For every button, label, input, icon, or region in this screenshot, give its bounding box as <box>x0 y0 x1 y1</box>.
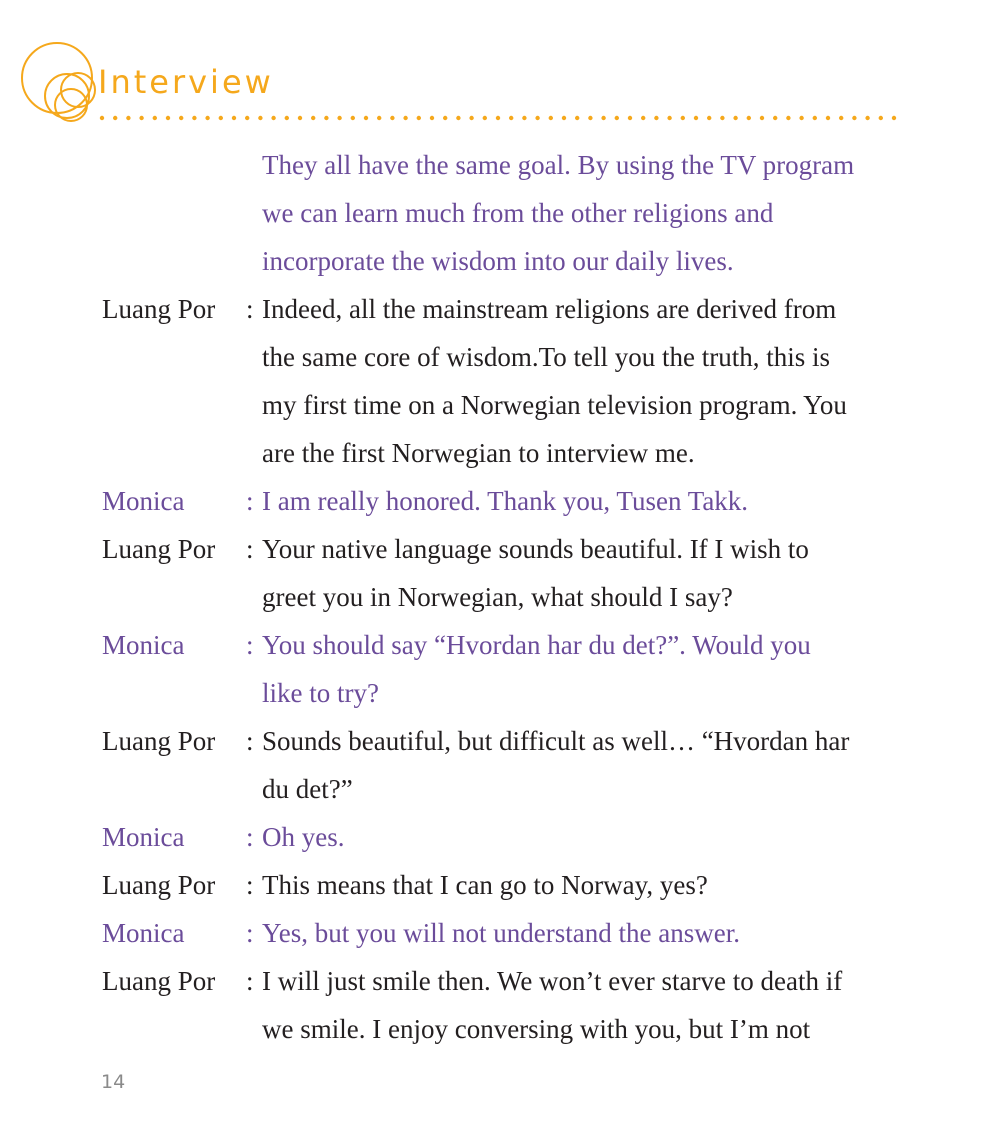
dialogue-text: Sounds beautiful, but difficult as well… “Hvordan har <box>262 726 850 756</box>
dialogue-text: Oh yes. <box>262 822 345 852</box>
dialogue-line <box>0 285 1000 333</box>
speaker-name: Monica <box>102 918 185 948</box>
speaker-name: Monica <box>102 486 185 516</box>
speaker-colon: : <box>246 534 254 564</box>
section-header <box>0 0 1000 140</box>
dialogue-text: are the first Norwegian to interview me. <box>262 438 695 468</box>
dialogue-line <box>0 765 1000 813</box>
dialogue-text: They all have the same goal. By using the TV program <box>262 150 855 180</box>
speaker-colon: : <box>246 918 254 948</box>
speaker-colon: : <box>246 822 254 852</box>
dialogue-line <box>0 381 1000 429</box>
dialogue-text: This means that I can go to Norway, yes? <box>262 870 708 900</box>
dialogue-line <box>0 861 1000 909</box>
speaker-colon: : <box>246 486 254 516</box>
speaker-name: Luang Por <box>102 534 216 564</box>
page-number: 14 <box>101 1071 126 1093</box>
dialogue-text: the same core of wisdom.To tell you the truth, this is <box>262 342 831 372</box>
speaker-name: Luang Por <box>102 726 216 756</box>
dialogue-text: du det?” <box>262 774 353 804</box>
dialogue-text: my first time on a Norwegian television program. You <box>262 390 847 420</box>
dialogue-line <box>0 621 1000 669</box>
speaker-colon: : <box>246 870 254 900</box>
speaker-name: Monica <box>102 822 185 852</box>
dialogue-line <box>0 141 1000 189</box>
dialogue-text: Yes, but you will not understand the answer. <box>262 918 740 948</box>
speaker-name: Monica <box>102 630 185 660</box>
speaker-name: Luang Por <box>102 966 216 996</box>
dialogue-line <box>0 525 1000 573</box>
dialogue-line <box>0 573 1000 621</box>
dialogue-text: incorporate the wisdom into our daily lives. <box>262 246 734 276</box>
speaker-name: Luang Por <box>102 870 216 900</box>
dialogue-line <box>0 237 1000 285</box>
dialogue-text: I am really honored. Thank you, Tusen Takk. <box>262 486 749 516</box>
dialogue-line <box>0 333 1000 381</box>
dialogue-line <box>0 189 1000 237</box>
dialogue-line <box>0 477 1000 525</box>
dialogue-text: greet you in Norwegian, what should I say? <box>262 582 733 612</box>
dialogue-line <box>0 717 1000 765</box>
dialogue-text: like to try? <box>262 678 379 708</box>
dialogue-line <box>0 957 1000 1005</box>
dialogue-text: we smile. I enjoy conversing with you, but I’m not <box>262 1014 811 1044</box>
dialogue-text: Indeed, all the mainstream religions are derived from <box>262 294 837 324</box>
dialogue-line <box>0 909 1000 957</box>
dialogue-line <box>0 429 1000 477</box>
dialogue-line <box>0 1005 1000 1053</box>
dialogue-text: Your native language sounds beautiful. If I wish to <box>262 534 809 564</box>
speaker-colon: : <box>246 966 254 996</box>
dialogue-line <box>0 669 1000 717</box>
speaker-colon: : <box>246 294 254 324</box>
speaker-name: Luang Por <box>102 294 216 324</box>
section-title: Interview <box>98 63 274 101</box>
dialogue-text: You should say “Hvordan har du det?”. Would you <box>262 630 811 660</box>
speaker-colon: : <box>246 726 254 756</box>
dialogue-text: I will just smile then. We won’t ever starve to death if <box>262 966 843 996</box>
speaker-colon: : <box>246 630 254 660</box>
dialogue-line <box>0 813 1000 861</box>
interview-dialogue <box>0 141 1000 1053</box>
dotted-rule <box>100 116 896 120</box>
overlapping-circles-icon <box>22 43 95 121</box>
dialogue-text: we can learn much from the other religions and <box>262 198 774 228</box>
